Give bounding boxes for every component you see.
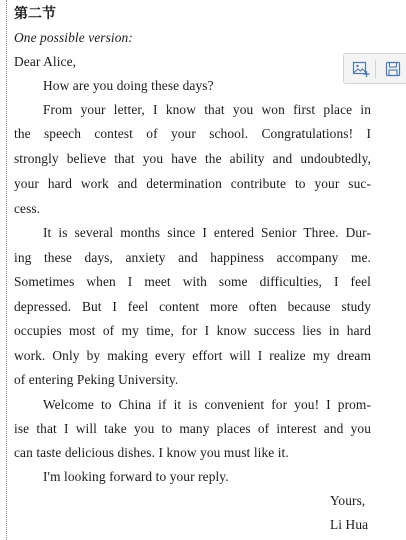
letter-line: depressed. But I feel content more often because study bbox=[14, 299, 371, 314]
salutation: Dear Alice, bbox=[14, 54, 77, 69]
letter-line: ise that I will take you to many places of interest and you bbox=[14, 421, 371, 436]
image-edit-icon bbox=[352, 60, 370, 78]
letter-line: of entering Peking University. bbox=[14, 372, 179, 387]
letter-line: Sometimes when I meet with some difficulties, I feel bbox=[14, 274, 371, 289]
letter-line: the speech contest of your school. Congratulations! I bbox=[14, 126, 371, 141]
save-icon bbox=[385, 61, 401, 77]
letter-line: It is several months since I entered Senior Three. Dur- bbox=[43, 225, 371, 240]
toolbar-divider bbox=[375, 60, 376, 78]
letter-line: work. Only by making every effort will I realize my dream bbox=[14, 348, 371, 363]
dotted-margin-rule bbox=[6, 0, 7, 540]
section-heading: 第二节 bbox=[14, 6, 56, 22]
closing: Yours, bbox=[330, 493, 366, 508]
letter-line: can taste delicious dishes. I know you must like it. bbox=[14, 445, 289, 460]
letter-line: strongly believe that you have the ability and undoubtedly, bbox=[14, 151, 371, 166]
letter-line: From your letter, I know that you won first place in bbox=[43, 102, 371, 117]
letter-line: ing these days, anxiety and happiness accompany me. bbox=[14, 250, 371, 265]
letter-line: cess. bbox=[14, 201, 41, 216]
save-button[interactable] bbox=[382, 58, 404, 80]
letter-line: I'm looking forward to your reply. bbox=[43, 469, 229, 484]
floating-toolbar bbox=[343, 53, 406, 84]
signature: Li Hua bbox=[330, 517, 369, 532]
letter-line: your hard work and determination contribute to your suc- bbox=[14, 176, 371, 191]
image-edit-button[interactable] bbox=[350, 58, 372, 80]
letter-line: Welcome to China if it is convenient for you! I prom- bbox=[43, 397, 371, 412]
version-label: One possible version: bbox=[14, 30, 133, 45]
letter-line: occupies most of my time, for I know success lies in hard bbox=[14, 323, 371, 338]
letter-line: How are you doing these days? bbox=[43, 78, 214, 93]
